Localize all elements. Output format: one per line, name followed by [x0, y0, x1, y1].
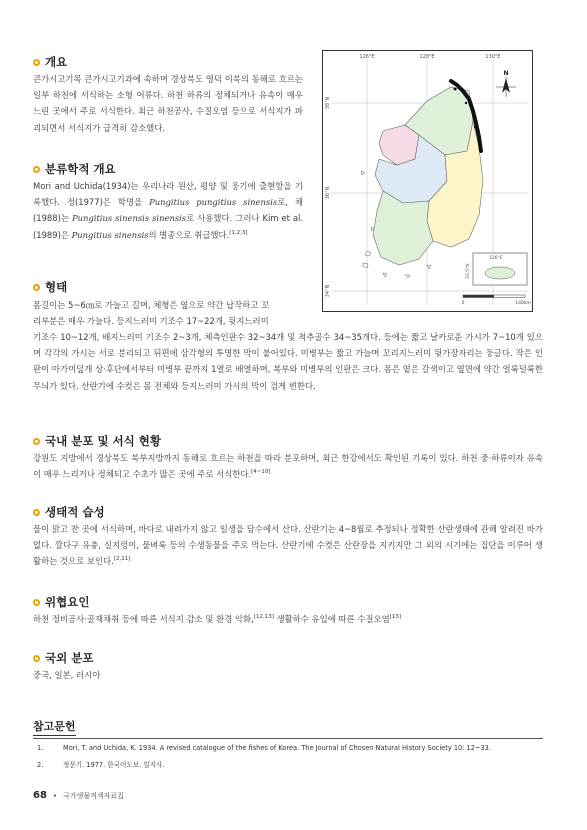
lat-label: 38°N [325, 96, 331, 110]
references-divider [33, 738, 543, 739]
section-heading-taxonomy [33, 161, 116, 177]
svg-text:0: 0 [461, 301, 465, 306]
distribution-paragraph: 강원도 지방에서 경상북도 북부지방까지 동해로 흐르는 하천을 따라 분포하며, 최근 한강에서도 확인된 기록이 있다. 하천 중·하류이자 유속이 매우 느리거나 정체되고 수초가 많은 곳에 주로 서식한다.[4~10] [33, 453, 543, 480]
section-heading-threats [33, 594, 89, 610]
footer-title: 국가생물적색자료집 [63, 791, 124, 800]
section-heading-morphology [33, 279, 67, 295]
threats-paragraph: 하천 정비공사·골재채취 등에 따른 서식지 감소 및 환경 악화,[12,13] 생활하수 유입에 따른 수질오염[13] [33, 614, 401, 624]
svg-text:140km: 140km [515, 301, 531, 306]
lon-label: 126°E [359, 54, 375, 60]
foreign-paragraph: 중국, 일본, 러시아 [33, 670, 101, 680]
scientific-name: Pungitius pungitius sinensis [149, 197, 278, 208]
citation: [4~10] [251, 469, 271, 476]
korea-map-svg [323, 51, 532, 311]
morphology-line-2: 리부분은 매우 가늘다. 등지느러미 기조수 17~22개, 뒷지느러미 [33, 316, 269, 326]
citation: [13] [389, 614, 401, 621]
morphology-paragraph: 기조수 10~12개, 배지느러미 기조수 2~3개, 체측인판수 32~34개 및 척추골수 34~35개다. 등에는 짧고 날카로운 가시가 7~10개 있으며 각각의 가시는 서로 분리되고 뒤편에 삼각형의 투명한 막이 붙어있다. 미병부는 짧고 가늘며 꼬리지느러미 뒷가장자리는 둥글다. 작은 인판이 아가미덮개 상·후단에서부터 미병부 끝까지 1열로 배열하며, 복부와 미병부의 인판은 크다. 몸은 옅은 갈색이고 옆면에 약간 얼룩덜룩한 무늬가 있다. 산란기에 수컷은 몸 전체와 등지느러미 가시의 막이 검게 변한다. [33, 332, 543, 391]
overview-paragraph: 큰가시고기목 큰가시고기과에 속하며 경상북도 영덕 이북의 동해로 흐르는 일부 하천에 서식하는 소형 어류다. 하천 하류의 정체되거나 유속이 매우 느린 곳에서 주로 서식한다. 최근 하천공사, 수질오염 등으로 서식지가 파괴되면서 서식지가 급격히 감소했다. [33, 74, 303, 133]
heading-text: 형태 [45, 280, 68, 294]
ecology-paragraph: 물이 맑고 찬 곳에 서식하며, 바다로 내려가지 않고 일생을 담수에서 산다. 산란기는 4~8월로 추정되나 정확한 산란생태에 관해 알려진 바가 없다. 깔다구 유충, 실지렁이, 물벼룩 등의 수생동물을 주로 먹는다. 산란기에 수컷은 산란장을 지키지만 그 외의 시기에는 집단을 이루어 생활하는 것으로 보인다.[2,11] [33, 524, 543, 567]
taxonomy-paragraph: Mori and Uchida(1934)는 우리나라 원산, 평양 및 웅기에 출현함을 기록했다. 정(1977)은 학명을 Pungitius pungitius sinensis로, 채(1988)는 Pungitius sinensis sinensis로 사용했다. 그러나 Kim et al.(1989)은 Pungitius sinensis의 별종으로 취급했다.[1,2,3] [33, 181, 304, 240]
footer-separator: • [52, 791, 58, 800]
circle-bullet-icon [33, 438, 40, 445]
north-arrow-icon [496, 70, 516, 97]
section-heading-distribution [33, 433, 161, 449]
scientific-name: Pungitius sinensis [71, 229, 149, 240]
references-title: 참고문헌 [33, 718, 76, 736]
lat-label: 34°N [325, 284, 331, 298]
circle-bullet-icon [33, 59, 40, 66]
section-heading-overview [33, 54, 67, 70]
citation: [1,2,3] [229, 229, 248, 236]
circle-bullet-icon [33, 166, 40, 173]
heading-text: 개요 [45, 55, 68, 69]
lat-label: 36°N [325, 186, 331, 200]
scale-bar [462, 295, 531, 306]
distribution-map [322, 50, 533, 312]
svg-text:33.5°N: 33.5°N [466, 263, 471, 279]
page-footer [33, 790, 124, 801]
citation: [2,11] [113, 556, 131, 563]
lon-label: 128°E [419, 54, 435, 60]
circle-bullet-icon [33, 509, 40, 516]
circle-bullet-icon [33, 599, 40, 606]
lon-label: 130°E [485, 54, 501, 60]
jeju-inset [465, 253, 527, 285]
heading-text: 생태적 습성 [45, 505, 105, 519]
heading-text: 국외 분포 [45, 651, 94, 665]
heading-text: 위협요인 [45, 595, 90, 609]
citation: [12,13] [253, 614, 274, 621]
reference-item: 1. Mori, T. and Uchida, K. 1934. A revised catalogue of the fishes of Korea. The Journal of Chosen Natural History Society 10: 12~33. [37, 744, 491, 752]
svg-text:N: N [503, 70, 509, 77]
scientific-name: Pungitius sinensis sinensis [71, 213, 187, 224]
circle-bullet-icon [33, 284, 40, 291]
section-heading-ecology [33, 504, 105, 520]
section-heading-foreign [33, 650, 93, 666]
morphology-line-1: 몸길이는 5~6㎝로 가늘고 길며, 체형은 옆으로 약간 납작하고 꼬 [33, 300, 270, 310]
page-number: 68 [33, 790, 47, 801]
heading-text: 분류학적 개요 [45, 162, 116, 176]
reference-item: 2. 정문기. 1977. 한국어도보. 일지사. [37, 761, 165, 769]
heading-text: 국내 분포 및 서식 현황 [45, 434, 161, 448]
svg-text:126°E: 126°E [489, 256, 503, 261]
circle-bullet-icon [33, 655, 40, 662]
